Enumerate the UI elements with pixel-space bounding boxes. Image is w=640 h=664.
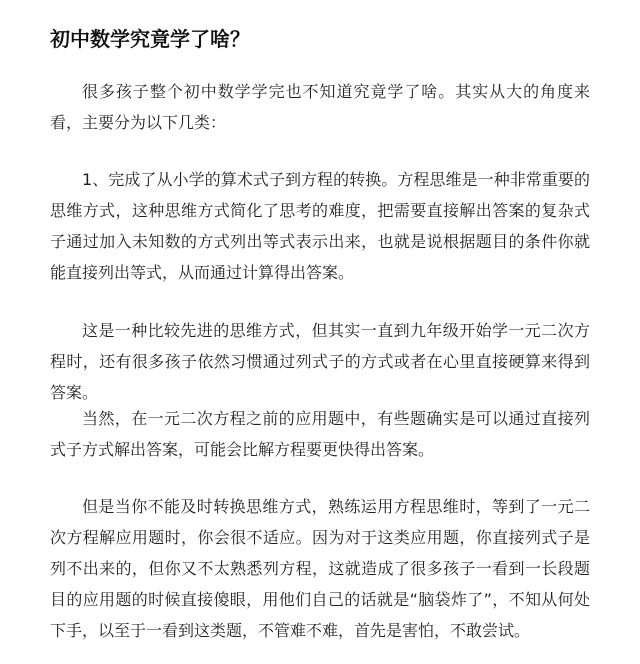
paragraph-advanced-thinking: 这是一种比较先进的思维方式，但其实一直到九年级开始学一元二次方程时，还有很多孩子依然习惯通过列式子的方式或者在心里直接硬算来得到答案。 xyxy=(50,321,590,402)
page-title: 初中数学究竟学了啥？ xyxy=(50,27,250,51)
paragraph-however: 但是当你不能及时转换思维方式，熟练运用方程思维时，等到了一元二次方程解应用题时，你会很不适应。因为对于这类应用题，你直接列式子是列不出来的，但你又不太熟悉列方程，这就造成了很多孩子一看到一长段题目的应用题的时候直接傻眼，用他们自己的话就是“脑袋炸了”，不知从何处下手，以至于一看到这类题，不管难不难，首先是害怕，不敢尝试。 xyxy=(50,497,590,640)
paragraph-intro: 很多孩子整个初中数学学完也不知道究竟学了啥。其实从大的角度来看，主要分为以下几类： xyxy=(50,82,590,132)
paragraph-point-1: 1、完成了从小学的算术式子到方程的转换。方程思维是一种非常重要的思维方式，这种思维方式简化了思考的难度，把需要直接解出答案的复杂式子通过加入未知数的方式列出等式表示出来，也就是说根据题目的条件你就能直接列出等式，从而通过计算得出答案。 xyxy=(50,170,590,282)
paragraph-of-course: 当然，在一元二次方程之前的应用题中，有些题确实是可以通过直接列式子方式解出答案，可能会比解方程要更快得出答案。 xyxy=(50,409,590,459)
